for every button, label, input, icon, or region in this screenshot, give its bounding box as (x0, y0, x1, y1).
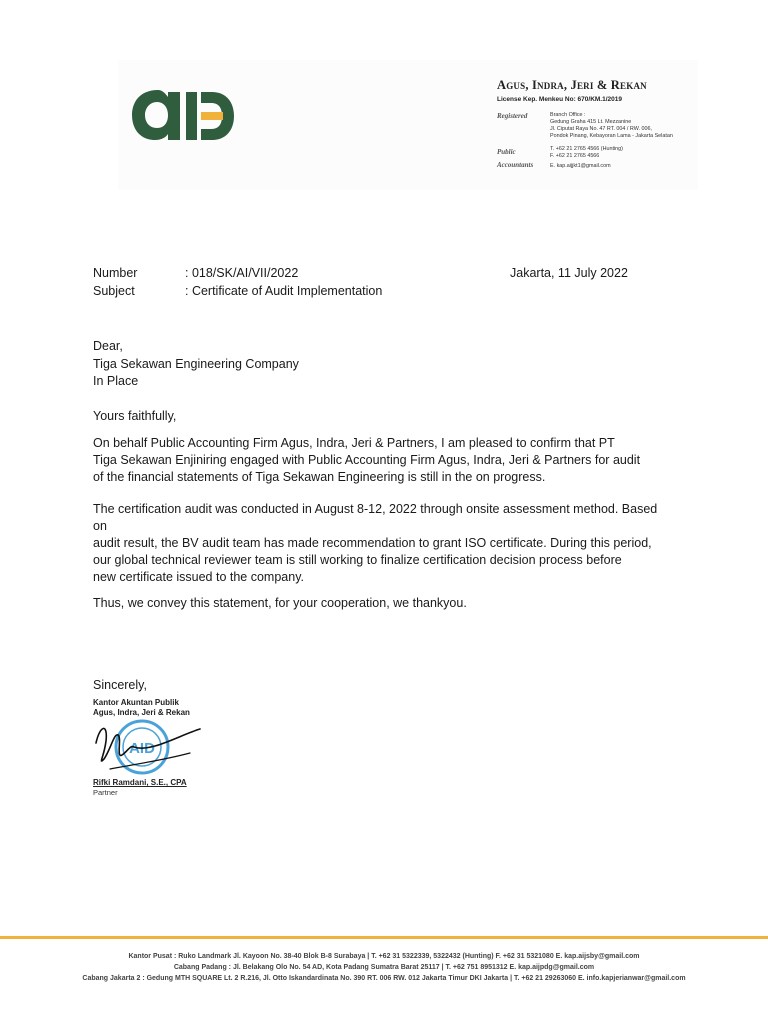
paragraph-1 (93, 435, 673, 486)
label-public: Public (497, 148, 516, 156)
recipient-name: Tiga Sekawan Engineering Company (93, 357, 299, 371)
signer-name: Rifki Ramdani, S.E., CPA (93, 778, 187, 787)
paragraph-line: On behalf Public Accounting Firm Agus, Indra, Jeri & Partners, I am pleased to confirm that PT (93, 436, 615, 450)
branch-line: Gedung Graha 415 Lt. Mezzanine (550, 119, 632, 125)
subject-value: : Certificate of Audit Implementation (185, 284, 383, 298)
paragraph-3: Thus, we convey this statement, for your cooperation, we thankyou. (93, 596, 467, 610)
paragraph-line: of the financial statements of Tiga Sekawan Engineering is still in the on progress. (93, 470, 546, 484)
paragraph-line: new certificate issued to the company. (93, 570, 304, 584)
branch-email: E. kap.aijjkt1@gmail.com (550, 163, 611, 169)
closing: Sincerely, (93, 678, 147, 692)
firm-logo (128, 82, 238, 148)
subject-label: Subject (93, 284, 135, 298)
firm-name: Agus, Indra, Jeri & Rekan (497, 78, 647, 92)
paragraph-2 (93, 501, 673, 586)
footer-branch-jakarta: Cabang Jakarta 2 : Gedung MTH SQUARE Lt. 2 R.216, Jl. Otto Iskandardinata No. 390 RT. 006 RW. 012 Jakarta Timur DKI Jakarta | T. +62 21 29263060 E. info.kapjerianwar@gmail.com (82, 975, 686, 982)
opening-line: Yours faithfully, (93, 409, 177, 423)
signer-role: Partner (93, 788, 118, 797)
branch-fax: F. +62 21 2765 4566 (550, 153, 600, 159)
branch-line: Pondok Pinang, Kebayoran Lama - Jakarta Selatan (550, 133, 673, 139)
branch-line: Jl. Ciputat Raya No. 47 RT. 004 / RW. 006, (550, 126, 652, 132)
paragraph-line: audit result, the BV audit team has made recommendation to grant ISO certificate. During this period, (93, 536, 652, 550)
recipient-place: In Place (93, 374, 139, 388)
number-label: Number (93, 266, 138, 280)
label-registered: Registered (497, 112, 528, 120)
paragraph-line: our global technical reviewer team is still working to finalize certification decision process before (93, 553, 622, 567)
footer-head-office: Kantor Pusat : Ruko Landmark Jl. Kayoon No. 38-40 Blok B-8 Surabaya | T. +62 31 5322339, 5322432 (Hunting) F. +62 31 5321080 E. kap.aijsby@gmail.com (128, 953, 640, 960)
branch-phone: T. +62 21 2765 4566 (Hunting) (550, 146, 623, 152)
paragraph-line: Tiga Sekawan Enjiniring engaged with Public Accounting Firm Agus, Indra, Jeri & Partners for audit (93, 453, 641, 467)
footer-rule (0, 936, 768, 939)
signature-stamp (90, 715, 220, 781)
salutation: Dear, (93, 339, 123, 353)
office-line: Agus, Indra, Jeri & Rekan (93, 708, 190, 717)
number-value: : 018/SK/AI/VII/2022 (185, 266, 299, 280)
license-number: License Kep. Menkeu No: 670/KM.1/2019 (497, 96, 622, 103)
footer-branch-padang: Cabang Padang : Jl. Belakang Olo No. 54 AD, Kota Padang Sumatra Barat 25117 | T. +62 751 8951312 E. kap.aijpdg@gmail.com (173, 964, 595, 971)
svg-text:AID: AID (129, 740, 155, 757)
branch-line: Branch Office : (550, 112, 586, 118)
office-line: Kantor Akuntan Publik (93, 698, 179, 707)
paragraph-line: The certification audit was conducted in August 8-12, 2022 through onsite assessment method. Based on (93, 502, 658, 533)
letter-date: Jakarta, 11 July 2022 (510, 266, 628, 280)
label-accountants: Accountants (497, 161, 534, 169)
